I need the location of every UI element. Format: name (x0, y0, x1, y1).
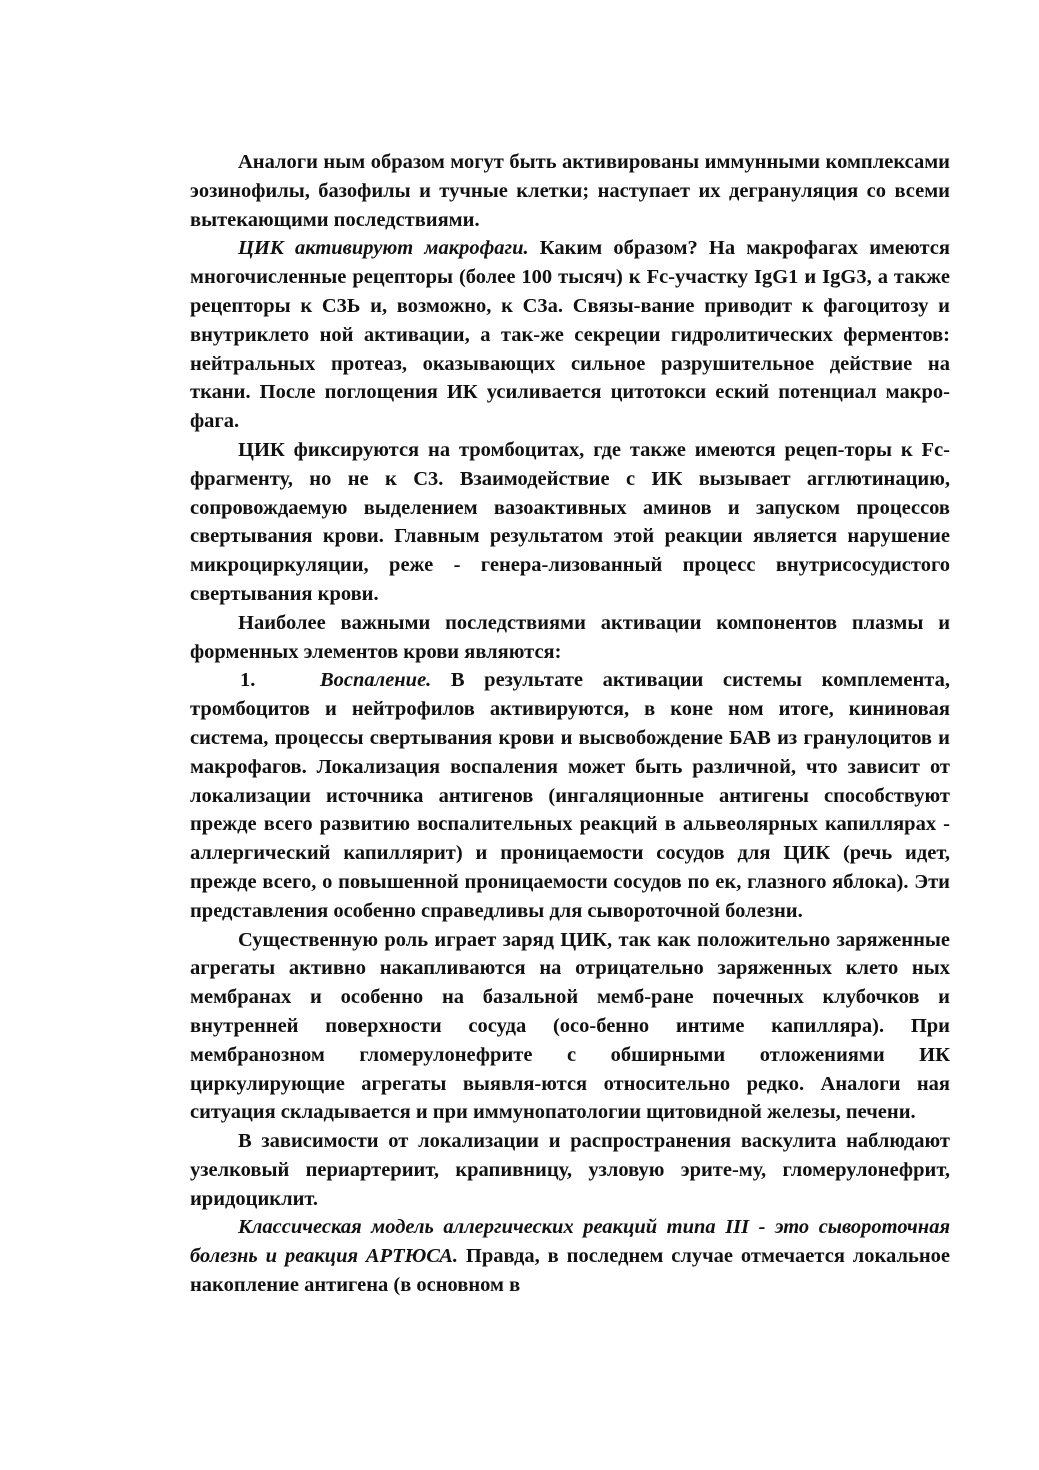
paragraph-text: Каким образом? На макрофагах имеются многочисленные рецепторы (более 100 тысяч) к Fc-участку IgG1 и IgG3, а также рецепторы к С3Ь и, возможно, к С3а. Связы-вание приводит к фагоцитозу и внутриклето ной активации, а так-же секреции гидролитических ферментов: нейтральных протеаз, оказывающих сильное разрушительное действие на ткани. После поглощения ИК усиливается цитотокси еский потенциал макро-фага. (190, 237, 950, 433)
paragraph-heading-italic: ЦИК активируют макрофаги. (238, 237, 529, 260)
list-item-heading-italic: Воспаление. (320, 669, 432, 692)
paragraph-text: ЦИК фиксируются на тромбоцитах, где также имеются рецеп-торы к Fc-фрагменту, но не к С3. Взаимодействие с ИК вызывает агглютинацию, сопровождаемую выделением вазоактивных аминов и запуском процессов свертывания крови. Главным результатом этой реакции является нарушение микроциркуляции, реже - генера-лизованный процесс внутрисосудистого свертывания крови. (190, 438, 950, 605)
list-number: 1. (240, 669, 256, 692)
paragraph-heading-italic: Классическая модель аллергических реакций типа III - это сывороточная болезнь и реакция АРТЮСА. (190, 1216, 950, 1268)
paragraph-thrombocytes (190, 436, 950, 609)
paragraph-text: Наиболее важными последствиями активации компонентов плазмы и форменных элементов крови являются: (190, 611, 950, 663)
paragraph-consequences-intro (190, 609, 950, 667)
paragraph-cic-charge (190, 926, 950, 1128)
paragraph-classic-model (190, 1213, 950, 1299)
paragraph-text: В зависимости от локализации и распространения васкулита наблюдают узелковый периартериит, крапивницу, узловую эрите-му, гломерулонефрит, иридоциклит. (190, 1130, 950, 1210)
paragraph-text: Аналоги ным образом могут быть активированы иммунными комплексами эозинофилы, базофилы и тучные клетки; наступает их дегрануляция со всеми вытекающими последствиями. (190, 151, 950, 231)
paragraph-text: Существенную роль играет заряд ЦИК, так как положительно заряженные агрегаты активно накапливаются на отрицательно заряженных клето ных мембранах и особенно на базальной мемб-ране почечных клубочков и внутренней поверхности сосуда (осо-бенно интиме капилляра). При мембранозном гломерулонефрите с обширными отложениями ИК циркулирующие агрегаты выявля-ются относительно редко. Аналоги ная ситуация складывается и при иммунопатологии щитовидной железы, печени. (190, 928, 950, 1124)
list-item-inflammation (190, 666, 950, 925)
paragraph-text: В результате активации системы комплемента, тромбоцитов и нейтрофилов активируются, в коне ном итоге, кининовая система, процессы свертывания крови и высвобождение БАВ из гранулоцитов и макрофагов. Локализация воспаления может быть различной, что зависит от локализации источника антигенов (ингаляционные антигены способствуют прежде всего развитию воспалительных реакций в альвеолярных капиллярах - аллергический капиллярит) и проницаемости сосудов для ЦИК (речь идет, прежде всего, о повышенной проницаемости сосудов по ек, глазного яблока). Эти представления особенно справедливы для сывороточной болезни. (190, 669, 950, 922)
document-page (190, 148, 950, 1300)
paragraph-text: Правда, в последнем случае отмечается локальное накопление антигена (в основном в (190, 1245, 950, 1297)
paragraph-vasculitis (190, 1127, 950, 1213)
paragraph-macrophages (190, 234, 950, 436)
paragraph-mast-cells (190, 148, 950, 234)
